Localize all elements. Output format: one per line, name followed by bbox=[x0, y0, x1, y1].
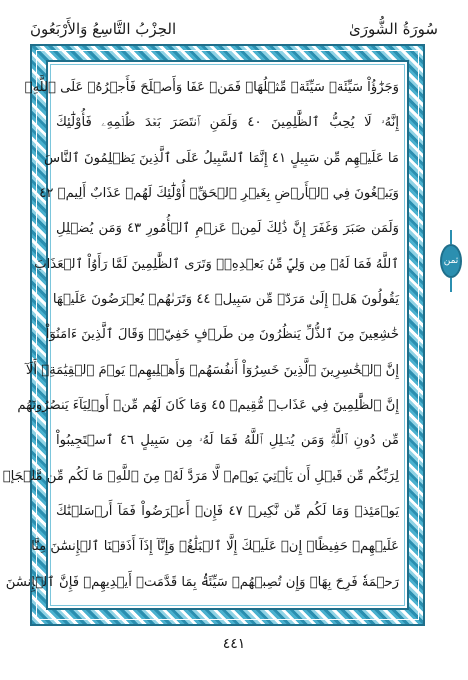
verse-line: مَا عَلَيۡهِم مِّن سَبِيلٍ ٤١ إِنَّمَا ٱلسَّبِيلُ عَلَى ٱلَّذِينَ يَظۡلِمُونَ ٱلنَّاسَ bbox=[43, 150, 399, 166]
verse-line: يَقُولُونَ هَلۡ إِلَىٰ مَرَدّٖ مِّن سَبِيلٖ ٤٤ وَتَرَىٰهُمۡ يُعۡرَضُونَ عَلَيۡهَا bbox=[52, 292, 399, 308]
thumn-marker bbox=[440, 230, 462, 292]
verse-line: مِّن دُونِ ٱللَّهِۗ وَمَن يُضۡلِلِ ٱللَّهُ فَمَا لَهُۥ مِن سَبِيلٍ ٤٦ ٱسۡتَجِيبُواْ bbox=[56, 433, 399, 449]
verse-line: عَلَيۡهِمۡ حَفِيظًاۖ إِنۡ عَلَيۡكَ إِلَّا ٱلۡبَلَٰغُۗ وَإِنَّآ إِذَآ أَذَقۡنَا ٱلۡإِنسَٰنَ مِنَّا bbox=[31, 539, 399, 555]
verse-line: رَحۡمَةٗ فَرِحَ بِهَاۖ وَإِن تُصِبۡهُمۡ سَيِّئَةُۢ بِمَا قَدَّمَتۡ أَيۡدِيهِمۡ فَإِنَّ ٱلۡإِنسَٰنَ bbox=[5, 574, 399, 590]
verse-line: يَوۡمَئِذٖ وَمَا لَكُم مِّن نَّكِيرٖ ٤٧ فَإِنۡ أَعۡرَضُواْ فَمَآ أَرۡسَلۡنَٰكَ bbox=[56, 504, 399, 520]
page-number: ٤٤١ bbox=[222, 636, 246, 652]
ornamental-border bbox=[2, 44, 425, 626]
hizb-label: الحِزْبُ التَّاسِعُ وَالأَرْبَعُونَ bbox=[30, 20, 177, 38]
surah-name: سُورَةُ الشُّورَىٰ bbox=[348, 20, 438, 38]
verse-line: إِنَّ ٱلظَّٰلِمِينَ فِي عَذَابٖ مُّقِيمٖ ٤٥ وَمَا كَانَ لَهُم مِّنۡ أَوۡلِيَآءَ يَنصُرُونَهُم bbox=[17, 398, 399, 414]
page-header bbox=[30, 16, 438, 42]
medallion-oval bbox=[440, 244, 462, 278]
text-panel bbox=[2, 60, 409, 610]
medallion-stem-bottom bbox=[450, 278, 452, 292]
verse-line: إِنَّهُۥ لَا يُحِبُّ ٱلظَّٰلِمِينَ ٤٠ وَلَمَنِ ٱنتَصَرَ بَعۡدَ ظُلۡمِهِۦ فَأُوْلَٰٓئِكَ bbox=[56, 115, 399, 131]
verse-line: إِنَّ ٱلۡخَٰسِرِينَ ٱلَّذِينَ خَسِرُوٓاْ أَنفُسَهُمۡ وَأَهۡلِيهِمۡ يَوۡمَ ٱلۡقِيَٰمَةِۗ أَلَآ bbox=[25, 362, 399, 378]
verse-line: وَلَمَن صَبَرَ وَغَفَرَ إِنَّ ذَٰلِكَ لَمِنۡ عَزۡمِ ٱلۡأُمُورِ ٤٣ وَمَن يُضۡلِلِ bbox=[56, 221, 399, 237]
verse-line: لِرَبِّكُم مِّن قَبۡلِ أَن يَأۡتِيَ يَوۡمٞ لَّا مَرَدَّ لَهُۥ مِنَ ٱللَّهِۚ مَا لَكُم مِّن مَّلۡجَإٖ bbox=[2, 468, 399, 484]
verse-line: ٱللَّهُ فَمَا لَهُۥ مِن وَلِيّٖ مِّنۢ بَعۡدِهِۦۗ وَتَرَى ٱلظَّٰلِمِينَ لَمَّا رَأَوُاْ ٱلۡعَذَابَ bbox=[34, 256, 399, 272]
verse-text-block bbox=[2, 70, 399, 600]
verse-line: خَٰشِعِينَ مِنَ ٱلذُّلِّ يَنظُرُونَ مِن طَرۡفٍ خَفِيّٖۗ وَقَالَ ٱلَّذِينَ ءَامَنُوٓاْ bbox=[45, 327, 399, 343]
verse-line: وَيَبۡغُونَ فِي ٱلۡأَرۡضِ بِغَيۡرِ ٱلۡحَقِّۚ أُوْلَٰٓئِكَ لَهُمۡ عَذَابٌ أَلِيمٞ ٤٢ bbox=[39, 186, 399, 202]
verse-line: وَجَزَٰٓؤُاْ سَيِّئَةٖ سَيِّئَةٞ مِّثۡلُهَاۖ فَمَنۡ عَفَا وَأَصۡلَحَ فَأَجۡرُهُۥ عَلَى ٱللَّهِۚ bbox=[24, 80, 399, 95]
thumn-label: ثمن bbox=[443, 256, 459, 266]
medallion-stem-top bbox=[450, 230, 452, 244]
